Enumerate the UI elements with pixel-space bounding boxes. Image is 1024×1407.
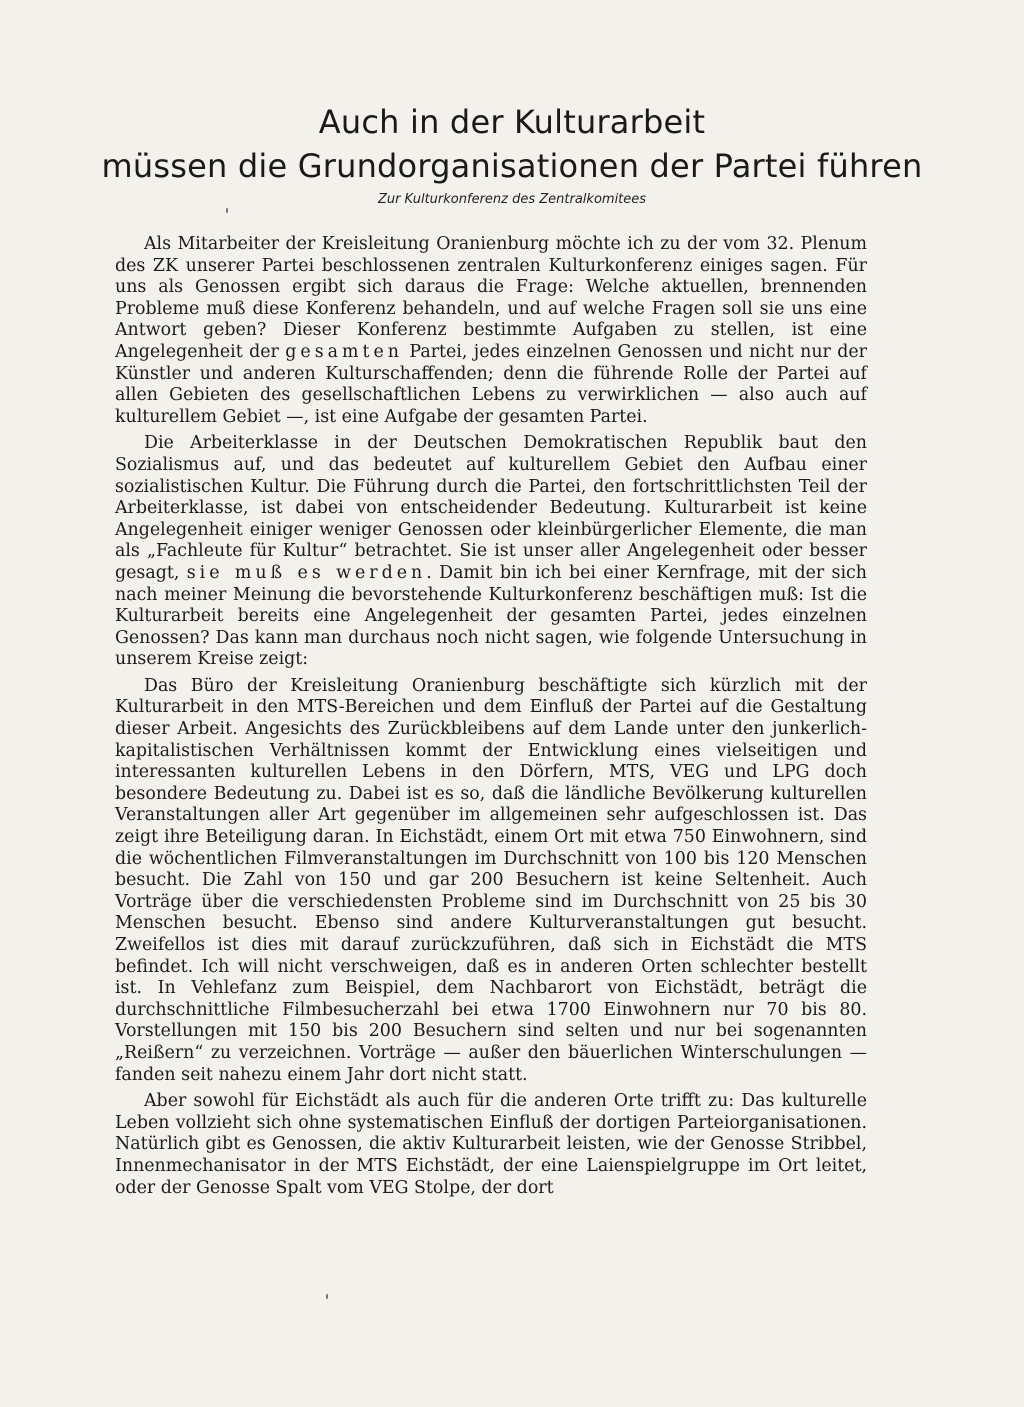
emphasis-text: sie muß es werden — [186, 562, 427, 583]
emphasis-text: gesamten — [285, 341, 403, 362]
article-body — [115, 234, 867, 1204]
paragraph-3: Das Büro der Kreisleitung Oranienburg beschäftigte sich kürzlich mit der Kulturarbeit in den MTS-Bereichen und dem Einfluß der Partei auf die Gestaltung dieser Arbeit. Angesichts des Zurückbleibens auf dem Lande unter den junkerlich-kapitalistischen Verhältnissen kommt der Entwicklung eines vielseitigen und interessanten kulturellen Lebens in den Dörfern, MTS, VEG und LPG doch besondere Bedeutung zu. Dabei ist es so, daß die ländliche Bevölkerung kulturellen Veranstaltungen aller Art gegenüber im allgemeinen sehr aufgeschlossen ist. Das zeigt ihre Beteiligung daran. In Eichstädt, einem Ort mit etwa 750 Einwohnern, sind die wöchentlichen Filmveranstaltungen im Durchschnitt von 100 bis 120 Menschen besucht. Die Zahl von 150 und gar 200 Besuchern ist keine Seltenheit. Auch Vorträge über die verschiedensten Probleme sind im Durchschnitt von 25 bis 30 Menschen besucht. Ebenso sind andere Kulturveranstaltungen gut besucht. Zweifellos ist dies mit darauf zurückzuführen, daß sich in Eichstädt die MTS befindet. Ich will nicht verschweigen, daß es in anderen Orten schlechter bestellt ist. In Vehlefanz zum Beispiel, dem Nachbarort von Eichstädt, beträgt die durchschnittliche Filmbesucherzahl bei etwa 1700 Einwohnern nur 70 bis 80. Vorstellungen mit 150 bis 200 Besuchern sind selten und nur bei sogenannten „Reißern“ zu verzeichnen. Vorträge — außer den bäuerlichen Winterschulungen — fanden seit nahezu einem Jahr dort nicht statt. — [115, 675, 867, 1085]
title-line-2: müssen die Grundorganisationen der Partei führen — [101, 147, 923, 185]
title-line-1: Auch in der Kulturarbeit — [318, 103, 706, 141]
article-heading — [100, 100, 924, 188]
article-subtitle: Zur Kulturkonferenz des Zentralkomitees — [377, 192, 647, 207]
paragraph-1: Als Mitarbeiter der Kreisleitung Oranienburg möchte ich zu der vom 32. Plenum des ZK unserer Partei beschlossenen zentralen Kulturkonferenz einiges sagen. Für uns als Genossen ergibt sich daraus die Frage: Welche aktuellen, brennenden Probleme muß diese Konferenz behandeln, und auf welche Fragen soll sie uns eine Antwort geben? Dieser Konferenz bestimmte Aufgaben zu stellen, ist eine Angelegenheit der gesamten Partei, jedes einzelnen Genossen und nicht nur der Künstler und anderen Kulturschaffenden; denn die führende Rolle der Partei auf allen Gebieten des gesellschaftlichen Lebens zu verwirklichen — also auch auf kulturellem Gebiet —, ist eine Aufgabe der gesamten Partei. — [115, 234, 867, 427]
paragraph-4: Aber sowohl für Eichstädt als auch für die anderen Orte trifft zu: Das kulturelle Leben vollzieht sich ohne systematischen Einfluß der dortigen Parteiorganisationen. Natürlich gibt es Genossen, die aktiv Kulturarbeit leisten, wie der Genosse Stribbel, Innenmechanisator in der MTS Eichstädt, der eine Laienspielgruppe im Ort leitet, oder der Genosse Spalt vom VEG Stolpe, der dort — [115, 1091, 867, 1198]
scan-speck — [326, 1294, 328, 1299]
scan-speck — [226, 208, 228, 213]
paragraph-2: Die Arbeiterklasse in der Deutschen Demokratischen Republik baut den Sozialismus auf, und das bedeutet auf kulturellem Gebiet den Aufbau einer sozialistischen Kultur. Die Führung durch die Partei, den fortschrittlichsten Teil der Arbeiterklasse, ist dabei von entscheidender Bedeutung. Kulturarbeit ist keine Angelegenheit einiger weniger Genossen oder kleinbürgerlicher Elemente, die man als „Fachleute für Kultur“ betrachtet. Sie ist unser aller Angelegenheit oder besser gesagt, sie muß es werden. Damit bin ich bei einer Kernfrage, mit der sich nach meiner Meinung die bevorstehende Kulturkonferenz beschäftigen muß: Ist die Kulturarbeit bereits eine Angelegenheit der gesamten Partei, jedes einzelnen Genossen? Das kann man durchaus noch nicht sagen, wie folgende Untersuchung in unserem Kreise zeigt: — [115, 433, 867, 670]
